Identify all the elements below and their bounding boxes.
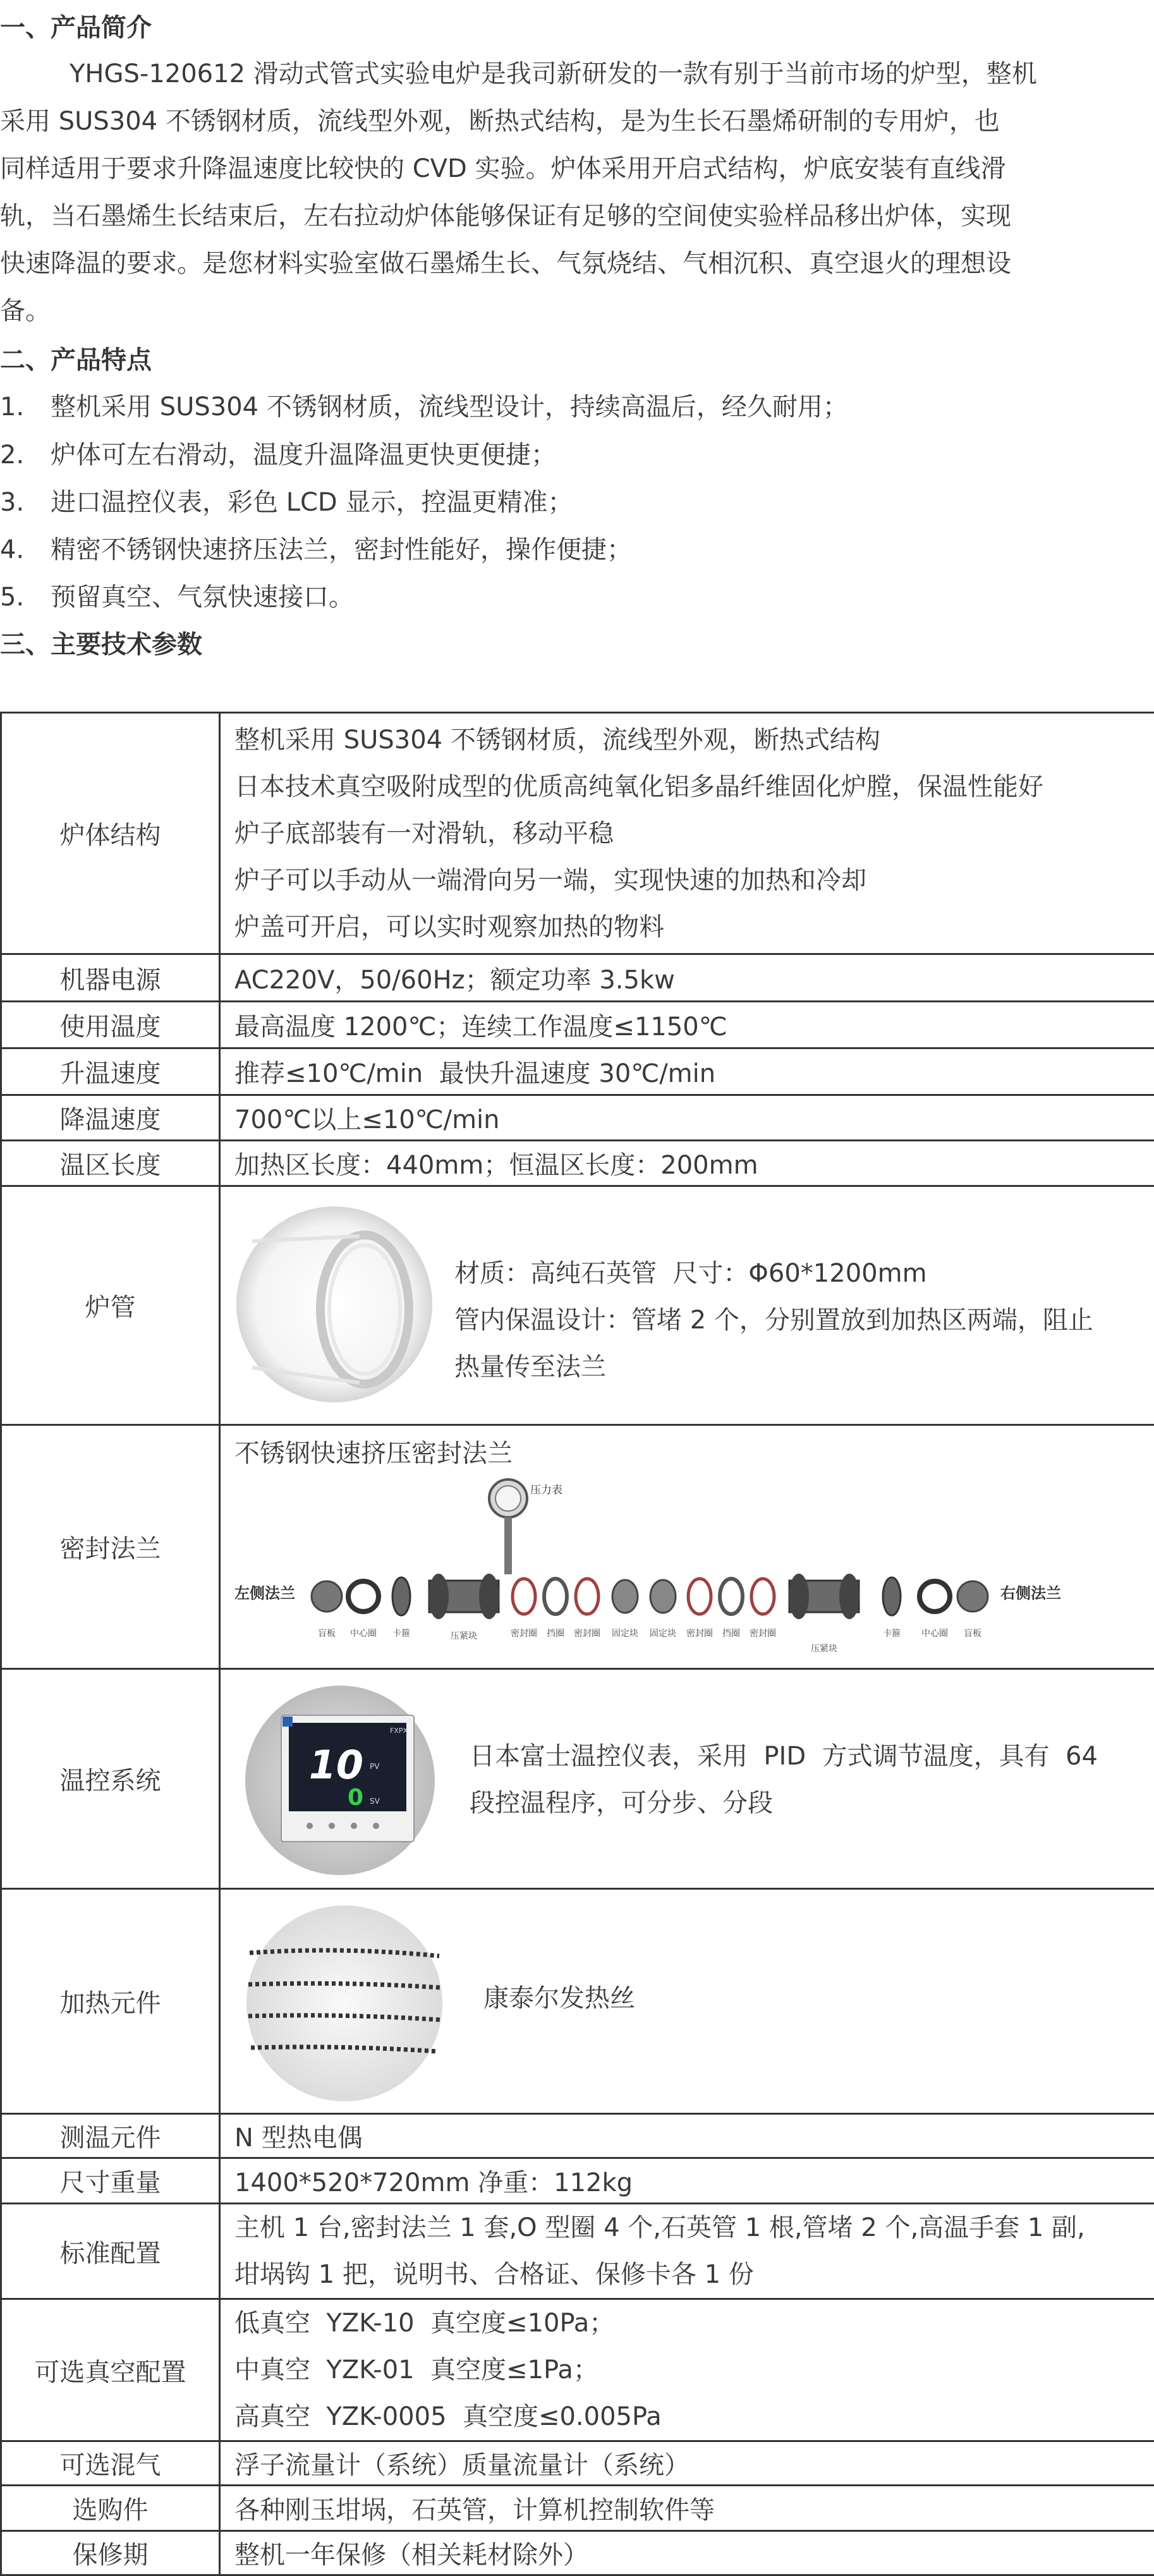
part-label: 盲板 [964, 1628, 981, 1639]
feature-item: 5. 预留真空、气氛快速接口。 [0, 577, 354, 613]
sv-readout: 0 [348, 1785, 363, 1811]
row-label: 密封法兰 [1, 1425, 220, 1669]
table-row [1, 1425, 1154, 1669]
row-value: 1400*520*720mm 净重：112kg [220, 2158, 1154, 2204]
row-label: 加热元件 [1, 1889, 220, 2114]
row-label: 降温速度 [1, 1095, 220, 1141]
intro-line: 备。 [0, 288, 1138, 335]
clamp-icon [392, 1577, 410, 1615]
row-label: 温区长度 [1, 1141, 220, 1186]
table-row [1, 2486, 1154, 2531]
row-value: 推荐≤10℃/min 最快升温速度 30℃/min [220, 1048, 1154, 1095]
row-label: 机器电源 [1, 954, 220, 1002]
row-label: 炉管 [1, 1186, 220, 1425]
table-row [1, 1141, 1154, 1186]
table-row [1, 2531, 1154, 2575]
row-label: 保修期 [1, 2531, 220, 2575]
table-row [1, 2158, 1154, 2204]
quartz-tube-image [233, 1203, 435, 1406]
brand-logo-icon [282, 1716, 293, 1727]
section-title-features: 二、产品特点 [0, 340, 152, 376]
table-row [1, 2299, 1154, 2441]
row-value [220, 1889, 1154, 2114]
intro-line: 轨，当石墨烯生长结束后，左右拉动炉体能够保证有足够的空间使实验样品移出炉体，实现 [0, 193, 1138, 240]
part-label: 压紧块 [451, 1631, 477, 1641]
blind-plate-icon [957, 1581, 988, 1612]
table-row [1, 713, 1154, 954]
part-label: 卡箍 [883, 1628, 901, 1639]
row-label: 可选混气 [1, 2441, 220, 2486]
row-label: 可选真空配置 [1, 2299, 220, 2441]
part-label: 中心圈 [350, 1628, 377, 1639]
row-label: 标准配置 [1, 2204, 220, 2299]
table-row [1, 2114, 1154, 2158]
part-label: 挡圈 [547, 1628, 564, 1639]
intro-line: 快速降温的要求。是您材料实验室做石墨烯生长、气氛烧结、气相沉积、真空退火的理想设 [0, 240, 1138, 288]
controller-model-mark: FXPX [390, 1727, 408, 1735]
left-flange-label: 左侧法兰 [234, 1584, 295, 1602]
row-value: 整机采用 SUS304 不锈钢材质，流线型外观，断热式结构 日本技术真空吸附成型的优质高纯氧化铝多晶纤维固化炉膛，保温性能好 炉子底部装有一对滑轨，移动平稳 炉子可以手动从一端滑向另一端，实现快速的加热和冷却 炉盖可开启，可以实时观察加热的物料 [220, 713, 1154, 954]
row-value: 700℃以上≤10℃/min [220, 1095, 1154, 1141]
row-value: N 型热电偶 [220, 2114, 1154, 2158]
seal-ring-icon [688, 1579, 711, 1614]
seal-ring-icon [513, 1579, 535, 1614]
row-value: 低真空 YZK-10 真空度≤10Pa； 中真空 YZK-01 真空度≤1Pa； 高真空 YZK-0005 真空度≤0.005Pa [220, 2299, 1154, 2441]
pressure-gauge-label: 压力表 [530, 1484, 562, 1497]
section-title-intro: 一、产品简介 [0, 8, 152, 44]
table-row [1, 1669, 1154, 1889]
table-row [1, 2441, 1154, 2486]
intro-line: 同样适用于要求升降温速度比较快的 CVD 实验。炉体采用开启式结构，炉底安装有直线滑 [0, 145, 1138, 193]
seal-ring-icon [751, 1579, 774, 1614]
part-label: 密封圈 [574, 1629, 600, 1639]
row-value: AC220V，50/60Hz；额定功率 3.5kw [220, 954, 1154, 1002]
row-value [220, 1186, 1154, 1425]
row-label: 尺寸重量 [1, 2158, 220, 2204]
center-ring-icon [920, 1581, 950, 1612]
intro-line: 采用 SUS304 不锈钢材质，流线型外观，断热式结构，是为生长石墨烯研制的专用炉，也 [0, 98, 1138, 145]
flange-exploded-diagram [221, 1473, 1153, 1663]
part-label: 固定块 [612, 1629, 638, 1639]
clamp-icon [883, 1577, 901, 1615]
spec-table [0, 712, 1154, 2576]
table-row [1, 1095, 1154, 1141]
table-row [1, 2204, 1154, 2299]
tube-text: 材质：高纯石英管 尺寸：Φ60*1200mm 管内保温设计：管堵 2 个，分别置放到加热区两端，阻止 热量传至法兰 [454, 1250, 1093, 1390]
fixing-block-icon [650, 1580, 676, 1613]
table-row [1, 1186, 1154, 1425]
row-value: 浮子流量计（系统）质量流量计（系统） [220, 2441, 1154, 2486]
controller-text: 日本富士温控仪表，采用 PID 方式调节温度，具有 64 段控温程序，可分步、分段 [470, 1733, 1139, 1826]
table-row [1, 954, 1154, 1002]
row-value: 整机一年保修（相关耗材除外） [220, 2531, 1154, 2575]
right-flange-label: 右侧法兰 [1000, 1584, 1061, 1602]
row-label: 选购件 [1, 2486, 220, 2531]
part-label: 盲板 [318, 1628, 336, 1639]
part-label: 密封圈 [686, 1629, 713, 1639]
table-row [1, 1889, 1154, 2114]
row-label: 使用温度 [1, 1002, 220, 1048]
heating-wire-image [243, 1902, 446, 2105]
row-value: 各种刚玉坩埚，石英管，计算机控制软件等 [220, 2486, 1154, 2531]
part-label: 密封圈 [511, 1629, 537, 1639]
row-label: 炉体结构 [1, 713, 220, 954]
intro-line: YHGS-120612 滑动式管式实验电炉是我司新研发的一款有别于当前市场的炉型，整机 [0, 51, 1138, 98]
feature-item: 2. 炉体可左右滑动，温度升温降温更快更便捷； [0, 435, 556, 471]
row-label: 温控系统 [1, 1669, 220, 1889]
part-label: 密封圈 [750, 1629, 776, 1639]
row-value: 加热区长度：440mm；恒温区长度：200mm [220, 1141, 1154, 1186]
part-label: 卡箍 [392, 1628, 410, 1639]
part-label: 压紧块 [811, 1643, 837, 1654]
intro-paragraph [0, 51, 1138, 335]
blind-plate-icon [312, 1581, 342, 1612]
flange-title: 不锈钢快速挤压密封法兰 [234, 1433, 513, 1469]
feature-item: 1. 整机采用 SUS304 不锈钢材质，流线型设计，持续高温后，经久耐用； [0, 387, 848, 423]
row-value [220, 1425, 1154, 1669]
svg-text:SV: SV [370, 1797, 380, 1806]
retaining-ring-icon [720, 1579, 743, 1614]
retaining-ring-icon [544, 1579, 567, 1614]
row-value: 最高温度 1200℃；连续工作温度≤1150℃ [220, 1002, 1154, 1048]
part-label: 挡圈 [722, 1628, 740, 1639]
center-ring-icon [348, 1581, 379, 1612]
row-value: 主机 1 台,密封法兰 1 套,O 型圈 4 个,石英管 1 根,管堵 2 个,高温手套 1 副, 坩埚钩 1 把，说明书、合格证、保修卡各 1 份 [220, 2204, 1154, 2299]
row-label: 升温速度 [1, 1048, 220, 1095]
table-row [1, 1002, 1154, 1048]
section-title-specs: 三、主要技术参数 [0, 624, 202, 660]
part-label: 中心圈 [921, 1628, 948, 1639]
temperature-controller-image [243, 1684, 437, 1877]
feature-item: 4. 精密不锈钢快速挤压法兰，密封性能好，操作便捷； [0, 530, 632, 566]
feature-item: 3. 进口温控仪表，彩色 LCD 显示，控温更精准； [0, 482, 573, 518]
row-label: 测温元件 [1, 2114, 220, 2158]
pv-readout: 10 [309, 1742, 363, 1788]
seal-ring-icon [576, 1579, 598, 1614]
fixing-block-icon [612, 1580, 638, 1613]
table-row [1, 1048, 1154, 1095]
row-value [220, 1669, 1154, 1889]
svg-text:PV: PV [370, 1762, 380, 1771]
part-label: 固定块 [650, 1629, 676, 1639]
heater-text: 康泰尔发热丝 [483, 1978, 635, 2014]
